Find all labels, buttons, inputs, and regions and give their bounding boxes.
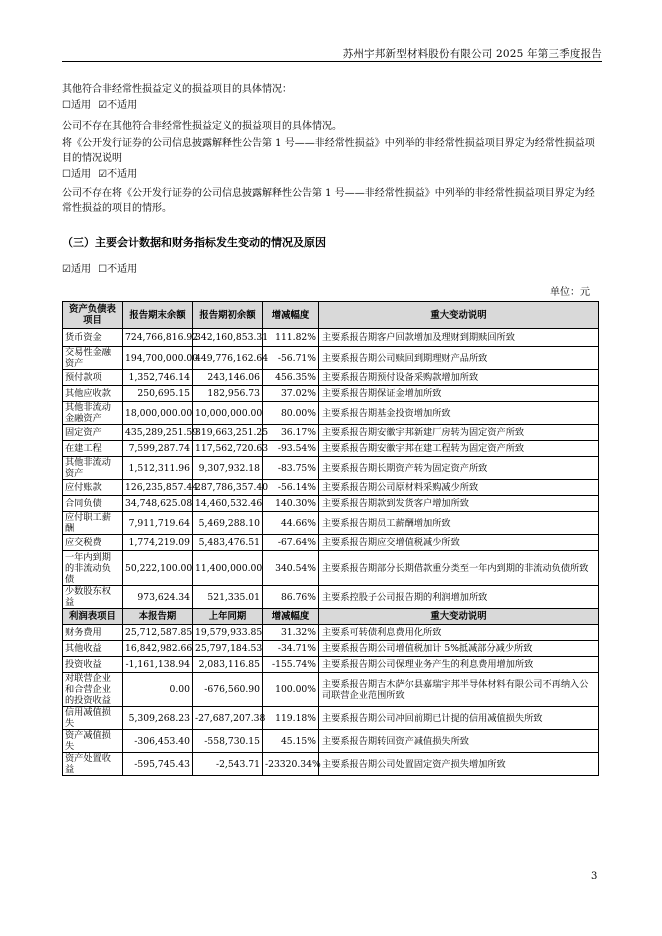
row-end-value-cell: -595,745.43: [123, 753, 193, 776]
financial-changes-table: [62, 301, 599, 776]
row-begin-value-cell: 5,469,288.10: [193, 512, 263, 535]
intro-paragraph-2: 公司不存在其他符合非经常性损益定义的损益项目的具体情况。: [62, 121, 342, 132]
row-description-cell: 主要系报告期转回资产减值损失所致: [319, 730, 599, 753]
row-end-value-cell: 1,774,219.09: [123, 535, 193, 551]
row-item-cell: 少数股东权益: [63, 586, 123, 609]
applicability-check-1: [62, 98, 597, 113]
financial-changes-table-body: [63, 302, 599, 776]
row-description-cell: 主要系报告期客户回款增加及理财到期赎回所致: [319, 329, 599, 347]
table-row: [63, 347, 599, 370]
row-begin-value-cell: 10,000,000.00: [193, 402, 263, 425]
row-description-cell: 主要系报告期公司处置固定资产损失增加所致: [319, 753, 599, 776]
not-applicable-label: 不适用: [107, 100, 138, 111]
row-description-cell: 主要系报告期公司赎回到期理财产品所致: [319, 347, 599, 370]
table-row: [63, 512, 599, 535]
row-item-cell: 财务费用: [63, 625, 123, 641]
row-end-value-cell: 25,712,587.85: [123, 625, 193, 641]
row-begin-value-cell: -676,560.90: [193, 673, 263, 707]
row-begin-value-cell: 117,562,720.63: [193, 441, 263, 457]
row-description-cell: 主要系报告期款到发货客户增加所致: [319, 496, 599, 512]
row-item-cell: 其他非流动资产: [63, 457, 123, 480]
row-change-cell: 100.00%: [263, 673, 319, 707]
row-end-value-cell: -306,453.40: [123, 730, 193, 753]
income_statement-column-header: 利润表项目: [63, 609, 123, 625]
row-end-value-cell: 34,748,625.08: [123, 496, 193, 512]
applicable-label: 适用: [70, 264, 91, 275]
intro-paragraph-4: 公司不存在将《公开发行证券的公司信息披露解释性公告第 1 号——非经常性损益》中列举的非经常性损益项目界定为经常性损益的项目的情形。: [62, 188, 595, 214]
row-end-value-cell: 16,842,982.66: [123, 641, 193, 657]
row-change-cell: 111.82%: [263, 329, 319, 347]
row-description-cell: 主要系报告期基金投资增加所致: [319, 402, 599, 425]
row-item-cell: 预付款项: [63, 370, 123, 386]
row-item-cell: 交易性金融资产: [63, 347, 123, 370]
row-item-cell: 一年内到期的非流动负债: [63, 551, 123, 586]
row-item-cell: 应付账款: [63, 480, 123, 496]
row-description-cell: 主要系报告期预付设备采购款增加所致: [319, 370, 599, 386]
row-end-value-cell: 973,624.34: [123, 586, 193, 609]
row-description-cell: 主要系报告期公司保理业务产生的利息费用增加所致: [319, 657, 599, 673]
checkbox-unchecked-icon: ☐: [62, 100, 71, 111]
row-change-cell: -83.75%: [263, 457, 319, 480]
intro-paragraph-3: 将《公开发行证券的公司信息披露解释性公告第 1 号——非经常性损益》中列举的非经常性损益项目界定为经常性损益项目的情况说明: [62, 138, 595, 164]
row-change-cell: -56.71%: [263, 347, 319, 370]
table-row: [63, 625, 599, 641]
applicable-label: 适用: [70, 169, 91, 180]
row-begin-value-cell: 19,579,933.85: [193, 625, 263, 641]
income_statement-column-header: 重大变动说明: [319, 609, 599, 625]
row-description-cell: 主要系控股子公司报告期的利润增加所致: [319, 586, 599, 609]
row-begin-value-cell: 5,483,476.51: [193, 535, 263, 551]
row-description-cell: 主要系报告期员工薪酬增加所致: [319, 512, 599, 535]
row-begin-value-cell: 182,956.73: [193, 386, 263, 402]
row-end-value-cell: 250,695.15: [123, 386, 193, 402]
row-begin-value-cell: -27,687,207.38: [193, 707, 263, 730]
row-item-cell: 其他收益: [63, 641, 123, 657]
row-begin-value-cell: 342,160,853.31: [193, 329, 263, 347]
row-begin-value-cell: 287,786,357.40: [193, 480, 263, 496]
checkbox-checked-icon: ☑: [62, 264, 71, 275]
balance_sheet-column-header: 报告期末余额: [123, 302, 193, 329]
report-header: 苏州宇邦新型材料股份有限公司 2025 年第三季度报告: [342, 48, 602, 60]
row-item-cell: 货币资金: [63, 329, 123, 347]
checkbox-unchecked-icon: ☐: [62, 169, 71, 180]
applicability-check-3: [62, 262, 597, 277]
row-change-cell: -93.54%: [263, 441, 319, 457]
row-change-cell: 31.32%: [263, 625, 319, 641]
row-change-cell: 456.35%: [263, 370, 319, 386]
row-begin-value-cell: -558,730.15: [193, 730, 263, 753]
table-row: [63, 641, 599, 657]
row-description-cell: 主要系报告期保证金增加所致: [319, 386, 599, 402]
row-change-cell: -155.74%: [263, 657, 319, 673]
income_statement-column-header: 上年同期: [193, 609, 263, 625]
row-end-value-cell: 7,599,287.74: [123, 441, 193, 457]
table-row: [63, 535, 599, 551]
table-row: [63, 370, 599, 386]
row-begin-value-cell: 9,307,932.18: [193, 457, 263, 480]
row-item-cell: 资产减值损失: [63, 730, 123, 753]
checkbox-unchecked-icon: ☐: [98, 264, 108, 275]
section-title: （三）主要会计数据和财务指标发生变动的情况及原因: [62, 236, 326, 249]
row-change-cell: -34.71%: [263, 641, 319, 657]
row-item-cell: 合同负债: [63, 496, 123, 512]
row-change-cell: -67.64%: [263, 535, 319, 551]
row-end-value-cell: 18,000,000.00: [123, 402, 193, 425]
row-description-cell: 主要系报告期长期资产转为固定资产所致: [319, 457, 599, 480]
row-change-cell: 37.02%: [263, 386, 319, 402]
unit-label: 单位：元: [550, 287, 590, 298]
row-item-cell: 应交税费: [63, 535, 123, 551]
row-begin-value-cell: -2,543.71: [193, 753, 263, 776]
row-description-cell: 主要系可转债利息费用化所致: [319, 625, 599, 641]
row-end-value-cell: 5,309,268.23: [123, 707, 193, 730]
balance_sheet-header-row: [63, 302, 599, 329]
row-change-cell: 45.15%: [263, 730, 319, 753]
page-number: 3: [591, 871, 598, 882]
applicable-label: 适用: [70, 100, 91, 111]
row-item-cell: 其他非流动金融资产: [63, 402, 123, 425]
table-row: [63, 707, 599, 730]
row-end-value-cell: 724,766,816.92: [123, 329, 193, 347]
table-row: [63, 457, 599, 480]
row-end-value-cell: 126,235,857.44: [123, 480, 193, 496]
row-change-cell: 36.17%: [263, 425, 319, 441]
intro-paragraph-1: 其他符合非经常性损益定义的损益项目的具体情况：: [62, 84, 292, 95]
row-end-value-cell: 7,911,719.64: [123, 512, 193, 535]
row-description-cell: 主要系报告期部分长期借款重分类至一年内到期的非流动负债所致: [319, 551, 599, 586]
balance_sheet-column-header: 增减幅度: [263, 302, 319, 329]
table-row: [63, 329, 599, 347]
row-change-cell: 86.76%: [263, 586, 319, 609]
not-applicable-label: 不适用: [107, 264, 138, 275]
row-change-cell: 80.00%: [263, 402, 319, 425]
row-item-cell: 其他应收款: [63, 386, 123, 402]
row-change-cell: 44.66%: [263, 512, 319, 535]
row-change-cell: 140.30%: [263, 496, 319, 512]
row-item-cell: 固定资产: [63, 425, 123, 441]
balance_sheet-column-header: 报告期初余额: [193, 302, 263, 329]
income_statement-column-header: 增减幅度: [263, 609, 319, 625]
balance_sheet-column-header: 重大变动说明: [319, 302, 599, 329]
row-begin-value-cell: 319,663,251.25: [193, 425, 263, 441]
row-description-cell: 主要系报告期公司增值税加计 5%抵减部分减少所致: [319, 641, 599, 657]
row-item-cell: 在建工程: [63, 441, 123, 457]
row-change-cell: 340.54%: [263, 551, 319, 586]
table-row: [63, 496, 599, 512]
table-row: [63, 480, 599, 496]
row-begin-value-cell: 25,797,184.53: [193, 641, 263, 657]
table-row: [63, 673, 599, 707]
row-begin-value-cell: 2,083,116.85: [193, 657, 263, 673]
row-end-value-cell: 50,222,100.00: [123, 551, 193, 586]
table-row: [63, 586, 599, 609]
income_statement-column-header: 本报告期: [123, 609, 193, 625]
table-row: [63, 551, 599, 586]
balance_sheet-column-header: 资产负债表项目: [63, 302, 123, 329]
table-row: [63, 441, 599, 457]
header-divider: [62, 61, 602, 62]
row-end-value-cell: -1,161,138.94: [123, 657, 193, 673]
income_statement-header-row: [63, 609, 599, 625]
row-item-cell: 应付职工薪酬: [63, 512, 123, 535]
row-description-cell: 主要系报告期公司原材料采购减少所致: [319, 480, 599, 496]
row-end-value-cell: 194,700,000.00: [123, 347, 193, 370]
table-row: [63, 730, 599, 753]
table-row: [63, 402, 599, 425]
applicability-check-2: [62, 167, 597, 182]
checkbox-checked-icon: ☑: [98, 169, 108, 180]
row-description-cell: 主要系报告期安徽宇邦新建厂房转为固定资产所致: [319, 425, 599, 441]
row-begin-value-cell: 449,776,162.64: [193, 347, 263, 370]
row-item-cell: 信用减值损失: [63, 707, 123, 730]
table-row: [63, 425, 599, 441]
not-applicable-label: 不适用: [107, 169, 138, 180]
row-end-value-cell: 435,289,251.59: [123, 425, 193, 441]
checkbox-checked-icon: ☑: [98, 100, 108, 111]
row-item-cell: 对联营企业和合营企业的投资收益: [63, 673, 123, 707]
row-end-value-cell: 1,352,746.14: [123, 370, 193, 386]
row-change-cell: -56.14%: [263, 480, 319, 496]
row-description-cell: 主要系报告期安徽宇邦在建工程转为固定资产所致: [319, 441, 599, 457]
row-change-cell: -23320.34%: [263, 753, 319, 776]
row-item-cell: 投资收益: [63, 657, 123, 673]
table-row: [63, 386, 599, 402]
table-row: [63, 753, 599, 776]
row-description-cell: 主要系报告期公司冲回前期已计提的信用减值损失所致: [319, 707, 599, 730]
row-begin-value-cell: 243,146.06: [193, 370, 263, 386]
row-description-cell: 主要系报告期应交增值税减少所致: [319, 535, 599, 551]
table-row: [63, 657, 599, 673]
row-item-cell: 资产处置收益: [63, 753, 123, 776]
row-end-value-cell: 1,512,311.96: [123, 457, 193, 480]
row-description-cell: 主要系报告期吉木萨尔县嘉瑞宇邦半导体材料有限公司不再纳入公司联营企业范围所致: [319, 673, 599, 707]
row-change-cell: 119.18%: [263, 707, 319, 730]
row-begin-value-cell: 521,335.01: [193, 586, 263, 609]
row-end-value-cell: 0.00: [123, 673, 193, 707]
row-begin-value-cell: 14,460,532.46: [193, 496, 263, 512]
row-begin-value-cell: 11,400,000.00: [193, 551, 263, 586]
